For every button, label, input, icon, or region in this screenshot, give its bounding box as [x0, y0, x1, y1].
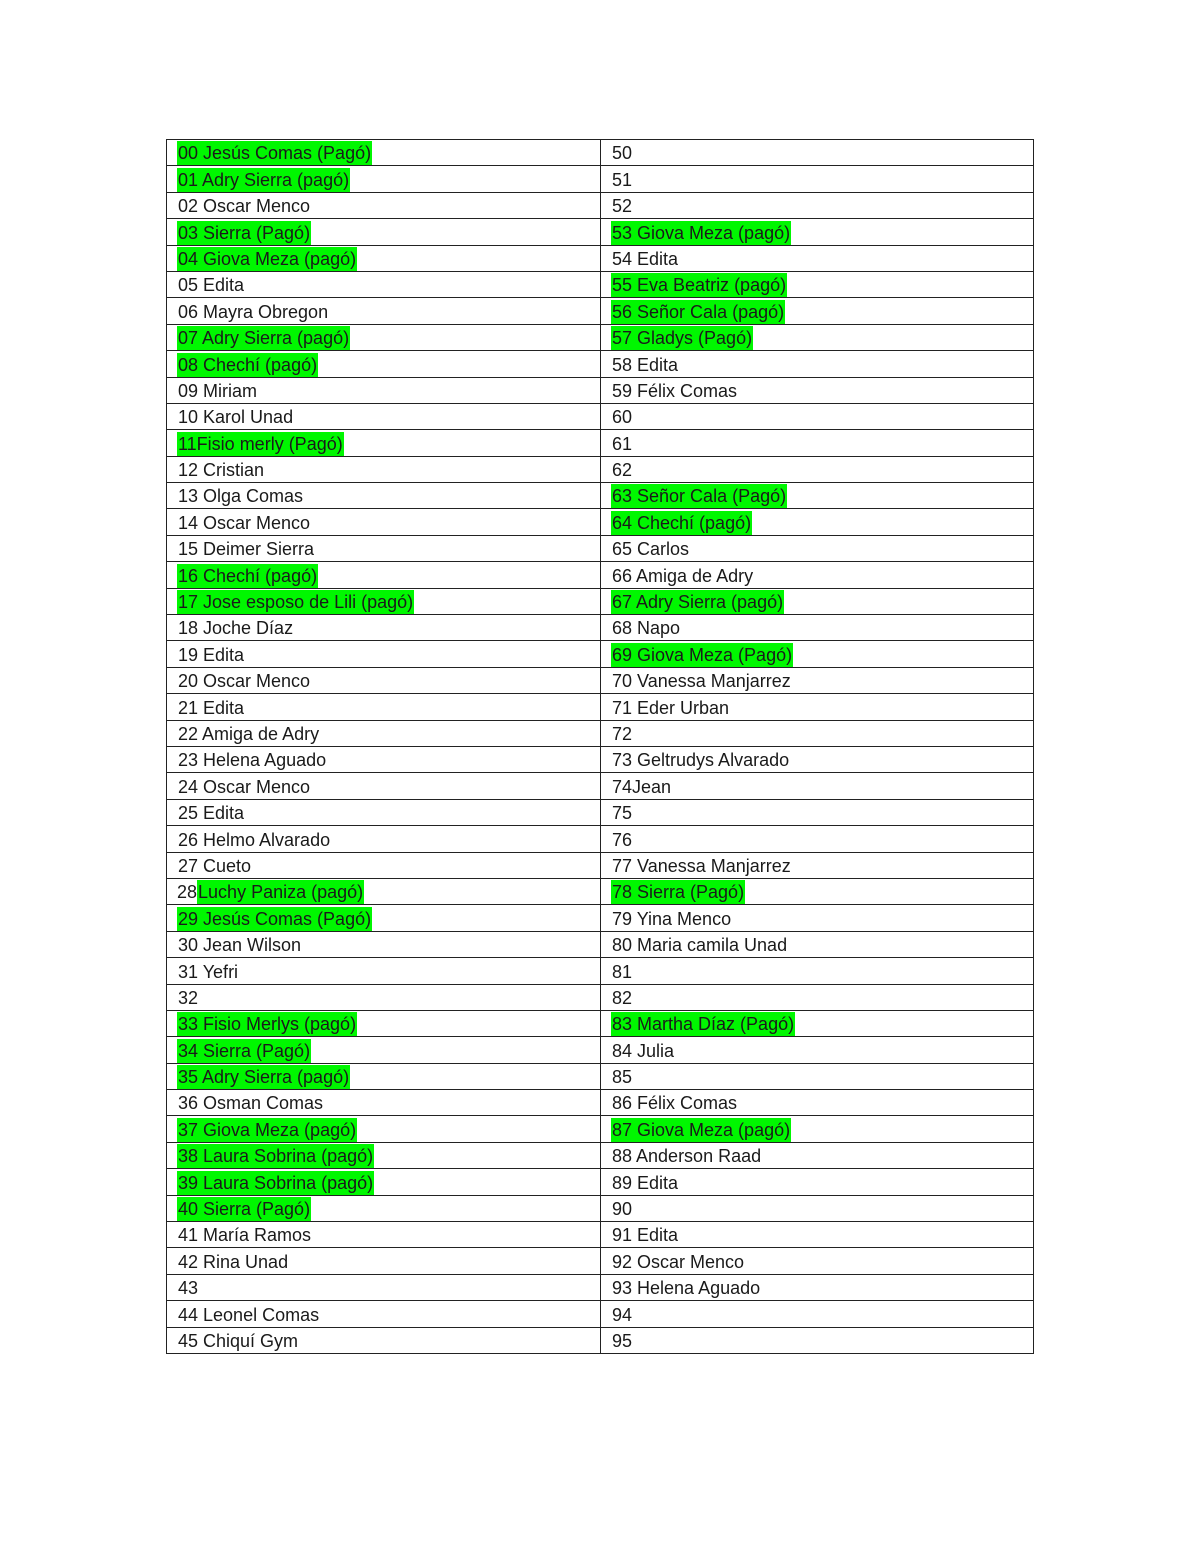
entry-number-prefix: 28 [177, 882, 198, 903]
table-row [167, 641, 1034, 667]
table-cell-right [601, 588, 1034, 614]
entry-text-paid: 55 Eva Beatriz (pagó) [612, 275, 787, 296]
table-cell-right [601, 1116, 1034, 1142]
table-cell-left [167, 588, 601, 614]
entry-text: 26 Helmo Alvarado [178, 829, 331, 850]
table-row [167, 166, 1034, 192]
table-cell-left [167, 852, 601, 878]
table-cell-right [601, 984, 1034, 1010]
entry-text: 25 Edita [178, 803, 245, 824]
table-cell-right [601, 694, 1034, 720]
table-row [167, 430, 1034, 456]
table-cell-right [601, 641, 1034, 667]
entry-text-paid: 78 Sierra (Pagó) [612, 882, 745, 903]
entry-text: 19 Edita [178, 644, 245, 665]
table-row [167, 1169, 1034, 1195]
table-cell-right [601, 403, 1034, 429]
entry-text: 58 Edita [612, 354, 679, 375]
table-cell-left [167, 746, 601, 772]
entry-text: 27 Cueto [178, 855, 252, 876]
table-cell-left [167, 878, 601, 904]
entry-text-paid: 87 Giova Meza (pagó) [612, 1119, 791, 1140]
table-cell-right [601, 219, 1034, 245]
entry-text-paid: 40 Sierra (Pagó) [178, 1199, 311, 1220]
table-row [167, 1063, 1034, 1089]
table-row [167, 140, 1034, 166]
table-cell-right [601, 562, 1034, 588]
table-row [167, 1037, 1034, 1063]
entry-text: 06 Mayra Obregon [178, 301, 329, 322]
entry-text: 68 Napo [612, 618, 681, 639]
entry-text-paid: 01 Adry Sierra (pagó) [178, 169, 350, 190]
table-cell-right [601, 1169, 1034, 1195]
table-row [167, 615, 1034, 641]
entry-text: 05 Edita [178, 275, 245, 296]
table-row [167, 271, 1034, 297]
entry-text: 95 [612, 1330, 633, 1351]
entry-text-paid: 33 Fisio Merlys (pagó) [178, 1014, 357, 1035]
table-row [167, 403, 1034, 429]
table-cell-left [167, 931, 601, 957]
table-cell-left [167, 615, 601, 641]
table-cell-left [167, 140, 601, 166]
table-cell-right [601, 746, 1034, 772]
entry-text: 41 María Ramos [178, 1225, 312, 1246]
entry-text: 59 Félix Comas [612, 380, 738, 401]
table-row [167, 192, 1034, 218]
entry-text-paid: 39 Laura Sobrina (pagó) [178, 1172, 374, 1193]
table-cell-right [601, 192, 1034, 218]
entry-text: 91 Edita [612, 1225, 679, 1246]
table-cell-left [167, 958, 601, 984]
table-cell-right [601, 483, 1034, 509]
table-row [167, 219, 1034, 245]
entry-text: 74Jean [612, 776, 672, 797]
table-cell-right [601, 878, 1034, 904]
table-cell-right [601, 1222, 1034, 1248]
raffle-number-table [166, 139, 1034, 1354]
entry-text: 30 Jean Wilson [178, 935, 302, 956]
entry-text-paid: 29 Jesús Comas (Pagó) [178, 908, 372, 929]
entry-text: 14 Oscar Menco [178, 512, 311, 533]
table-row [167, 694, 1034, 720]
entry-text: 23 Helena Aguado [178, 750, 327, 771]
table-row [167, 509, 1034, 535]
entry-text: 02 Oscar Menco [178, 196, 311, 217]
entry-text-paid: 11Fisio merly (Pagó) [178, 433, 343, 454]
table-cell-right [601, 720, 1034, 746]
table-cell-left [167, 1274, 601, 1300]
entry-text-paid: 03 Sierra (Pagó) [178, 222, 311, 243]
table-row [167, 324, 1034, 350]
table-cell-right [601, 773, 1034, 799]
entry-text: 82 [612, 987, 633, 1008]
table-row [167, 298, 1034, 324]
entry-text: 77 Vanessa Manjarrez [612, 855, 791, 876]
entry-text: 86 Félix Comas [612, 1093, 738, 1114]
table-cell-left [167, 271, 601, 297]
table-cell-left [167, 1090, 601, 1116]
entry-text-paid: 69 Giova Meza (Pagó) [612, 644, 793, 665]
table-row [167, 1116, 1034, 1142]
table-row [167, 351, 1034, 377]
entry-text: 42 Rina Unad [178, 1251, 289, 1272]
entry-text-paid: 38 Laura Sobrina (pagó) [178, 1146, 374, 1167]
table-cell-left [167, 826, 601, 852]
entry-text: 15 Deimer Sierra [178, 539, 315, 560]
table-cell-left [167, 1142, 601, 1168]
table-cell-right [601, 1301, 1034, 1327]
entry-text-paid: 64 Chechí (pagó) [612, 512, 752, 533]
table-cell-right [601, 324, 1034, 350]
table-cell-right [601, 456, 1034, 482]
table-cell-left [167, 799, 601, 825]
table-cell-left [167, 1327, 601, 1353]
table-cell-left [167, 905, 601, 931]
entry-text-paid: 37 Giova Meza (pagó) [178, 1119, 357, 1140]
table-cell-right [601, 799, 1034, 825]
table-cell-right [601, 1195, 1034, 1221]
table-cell-right [601, 958, 1034, 984]
entry-text: 90 [612, 1199, 633, 1220]
table-cell-left [167, 641, 601, 667]
table-cell-right [601, 1010, 1034, 1036]
table-cell-left [167, 456, 601, 482]
table-row [167, 483, 1034, 509]
table-cell-left [167, 1037, 601, 1063]
table-body [167, 140, 1034, 1354]
table-cell-right [601, 509, 1034, 535]
entry-text-paid: 53 Giova Meza (pagó) [612, 222, 791, 243]
entry-text: 80 Maria camila Unad [612, 935, 788, 956]
table-row [167, 377, 1034, 403]
table-row [167, 1010, 1034, 1036]
table-cell-right [601, 535, 1034, 561]
table-cell-right [601, 271, 1034, 297]
table-cell-left [167, 324, 601, 350]
entry-text: 79 Yina Menco [612, 908, 732, 929]
table-cell-right [601, 1142, 1034, 1168]
entry-text-paid: 67 Adry Sierra (pagó) [612, 592, 784, 613]
entry-text: 54 Edita [612, 248, 679, 269]
entry-text: 85 [612, 1067, 633, 1088]
table-row [167, 456, 1034, 482]
table-cell-left [167, 483, 601, 509]
entry-text: 24 Oscar Menco [178, 776, 311, 797]
table-cell-left [167, 298, 601, 324]
table-cell-right [601, 667, 1034, 693]
table-cell-left [167, 509, 601, 535]
entry-text: 51 [612, 169, 633, 190]
table-cell-right [601, 166, 1034, 192]
entry-text: 92 Oscar Menco [612, 1251, 745, 1272]
table-cell-right [601, 905, 1034, 931]
table-row [167, 984, 1034, 1010]
entry-text: 61 [612, 433, 633, 454]
table-row [167, 905, 1034, 931]
entry-text: 13 Olga Comas [178, 486, 304, 507]
table-cell-left [167, 1301, 601, 1327]
entry-text-paid: 34 Sierra (Pagó) [178, 1040, 311, 1061]
entry-text-paid: 04 Giova Meza (pagó) [178, 248, 357, 269]
table-row [167, 826, 1034, 852]
entry-text-paid: Luchy Paniza (pagó) [198, 882, 364, 903]
entry-text: 31 Yefri [178, 961, 239, 982]
table-cell-left [167, 773, 601, 799]
table-row [167, 720, 1034, 746]
table-row [167, 535, 1034, 561]
table-cell-left [167, 430, 601, 456]
table-cell-left [167, 1116, 601, 1142]
entry-text-paid: 83 Martha Díaz (Pagó) [612, 1014, 795, 1035]
table-row [167, 931, 1034, 957]
entry-text: 45 Chiquí Gym [178, 1330, 299, 1351]
table-cell-right [601, 931, 1034, 957]
table-cell-right [601, 140, 1034, 166]
table-cell-left [167, 166, 601, 192]
table-cell-left [167, 1195, 601, 1221]
table-row [167, 773, 1034, 799]
table-cell-right [601, 298, 1034, 324]
entry-text: 20 Oscar Menco [178, 671, 311, 692]
entry-text: 52 [612, 196, 633, 217]
table-cell-left [167, 219, 601, 245]
entry-text: 89 Edita [612, 1172, 679, 1193]
table-row [167, 667, 1034, 693]
entry-text: 32 [178, 987, 199, 1008]
entry-text: 75 [612, 803, 633, 824]
table-cell-right [601, 351, 1034, 377]
entry-text: 94 [612, 1304, 633, 1325]
entry-text-paid: 16 Chechí (pagó) [178, 565, 318, 586]
table-cell-right [601, 1090, 1034, 1116]
table-row [167, 852, 1034, 878]
table-row [167, 1301, 1034, 1327]
entry-text: 70 Vanessa Manjarrez [612, 671, 791, 692]
table-cell-left [167, 377, 601, 403]
entry-text-paid: 17 Jose esposo de Lili (pagó) [178, 592, 414, 613]
table-cell-left [167, 984, 601, 1010]
entry-text: 22 Amiga de Adry [178, 723, 320, 744]
entry-text: 10 Karol Unad [178, 407, 294, 428]
table-row [167, 1274, 1034, 1300]
table-cell-left [167, 1063, 601, 1089]
entry-text: 72 [612, 723, 633, 744]
entry-text: 21 Edita [178, 697, 245, 718]
table-cell-left [167, 1010, 601, 1036]
entry-text: 60 [612, 407, 633, 428]
entry-text: 18 Joche Díaz [178, 618, 294, 639]
entry-text: 66 Amiga de Adry [612, 565, 754, 586]
table-row [167, 245, 1034, 271]
table-row [167, 588, 1034, 614]
entry-text-paid: 08 Chechí (pagó) [178, 354, 318, 375]
table-cell-left [167, 1169, 601, 1195]
table-row [167, 878, 1034, 904]
table-cell-left [167, 245, 601, 271]
entry-text: 43 [178, 1278, 199, 1299]
entry-text: 71 Eder Urban [612, 697, 730, 718]
entry-text-paid: 63 Señor Cala (Pagó) [612, 486, 787, 507]
entry-text-paid: 00 Jesús Comas (Pagó) [178, 143, 372, 164]
table-row [167, 562, 1034, 588]
entry-text: 50 [612, 143, 633, 164]
table-cell-left [167, 1248, 601, 1274]
table-cell-left [167, 694, 601, 720]
table-cell-left [167, 720, 601, 746]
table-cell-right [601, 1037, 1034, 1063]
table-cell-right [601, 1063, 1034, 1089]
table-cell-right [601, 1327, 1034, 1353]
entry-text: 73 Geltrudys Alvarado [612, 750, 790, 771]
entry-text: 84 Julia [612, 1040, 675, 1061]
table-cell-left [167, 667, 601, 693]
entry-text: 93 Helena Aguado [612, 1278, 761, 1299]
table-row [167, 1222, 1034, 1248]
table-cell-right [601, 1274, 1034, 1300]
entry-text-paid: 07 Adry Sierra (pagó) [178, 328, 350, 349]
entry-text: 88 Anderson Raad [612, 1146, 762, 1167]
entry-text: 65 Carlos [612, 539, 690, 560]
entry-text: 36 Osman Comas [178, 1093, 324, 1114]
table-cell-right [601, 377, 1034, 403]
table-cell-left [167, 192, 601, 218]
table-row [167, 799, 1034, 825]
table-cell-left [167, 1222, 601, 1248]
entry-text: 09 Miriam [178, 380, 258, 401]
table-row [167, 1090, 1034, 1116]
table-row [167, 1142, 1034, 1168]
table-cell-right [601, 430, 1034, 456]
table-cell-left [167, 535, 601, 561]
table-row [167, 1327, 1034, 1353]
table-row [167, 1248, 1034, 1274]
table-cell-left [167, 562, 601, 588]
table-cell-right [601, 826, 1034, 852]
entry-text: 44 Leonel Comas [178, 1304, 320, 1325]
entry-text-paid: 35 Adry Sierra (pagó) [178, 1067, 350, 1088]
entry-text: 62 [612, 460, 633, 481]
table-row [167, 1195, 1034, 1221]
entry-text-paid: 57 Gladys (Pagó) [612, 328, 753, 349]
entry-text: 12 Cristian [178, 460, 265, 481]
table-row [167, 958, 1034, 984]
entry-text: 76 [612, 829, 633, 850]
table-cell-right [601, 852, 1034, 878]
table-cell-left [167, 351, 601, 377]
table-cell-right [601, 615, 1034, 641]
table-cell-right [601, 1248, 1034, 1274]
entry-text-paid: 56 Señor Cala (pagó) [612, 301, 785, 322]
table-row [167, 746, 1034, 772]
entry-text: 81 [612, 961, 633, 982]
table-cell-right [601, 245, 1034, 271]
table-cell-left [167, 403, 601, 429]
